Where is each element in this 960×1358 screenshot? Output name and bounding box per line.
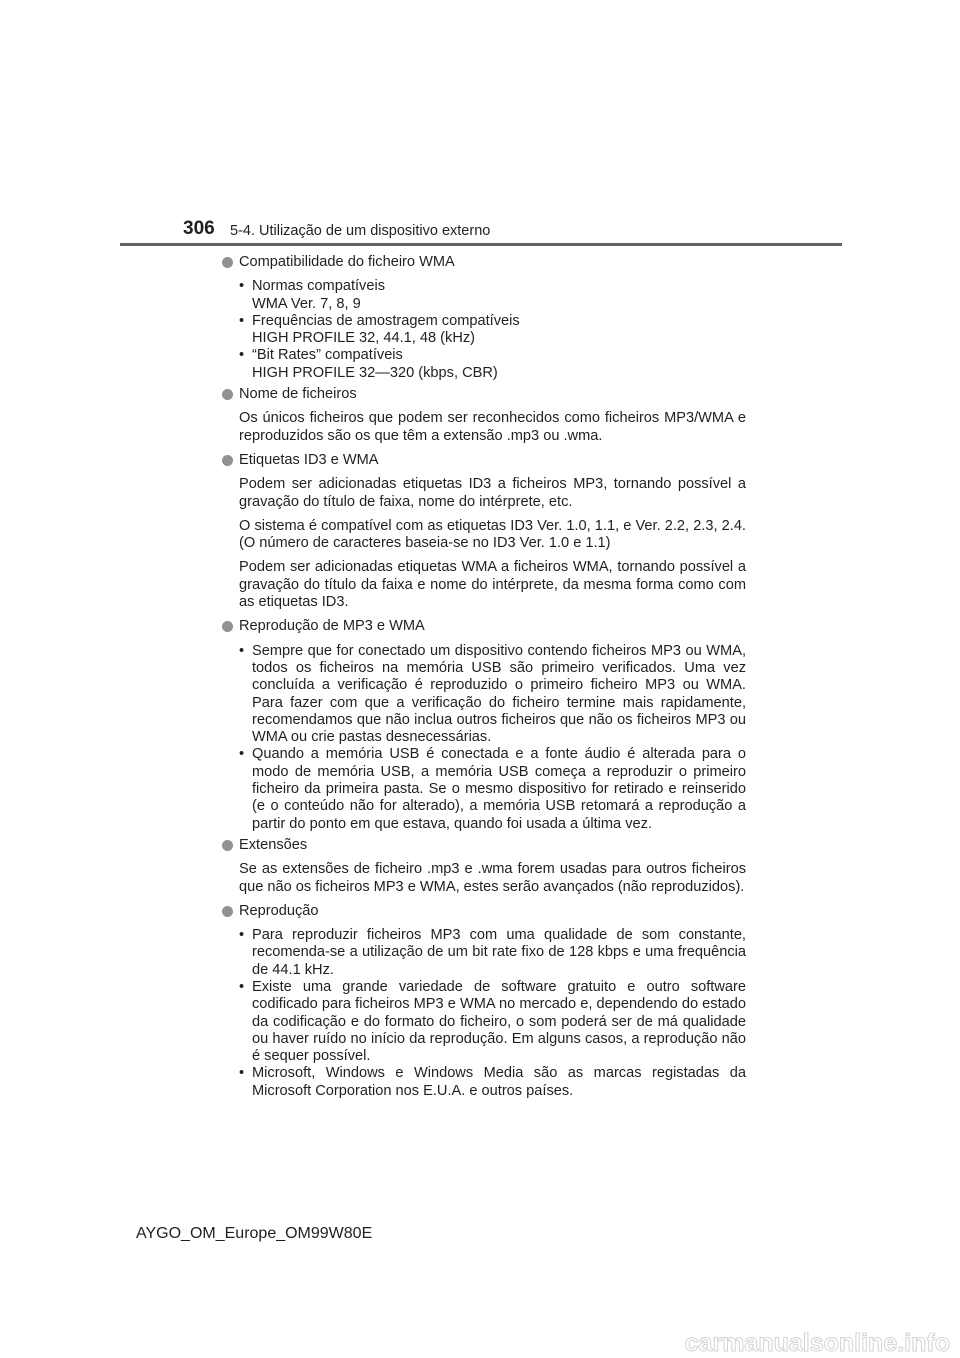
- paragraph: O sistema é compatível com as etiquetas ID3 Ver. 1.0, 1.1, e Ver. 2.2, 2.3, 2.4. (O número de caracteres baseia-se no ID3 Ver. 1.0 e 1.1): [239, 517, 746, 552]
- paragraph: Podem ser adicionadas etiquetas WMA a ficheiros WMA, tornando possível a gravação do título da faixa e nome do intérprete, da mesma forma como com as etiquetas ID3.: [239, 559, 746, 611]
- bullet-list: [222, 927, 746, 1100]
- list-item: • Sempre que for conectado um dispositivo contendo ficheiros MP3 ou WMA, todos os ficheiros na memória USB são primeiro verificados. Uma vez concluída a verificação é reproduzido o primeiro ficheiro MP3 ou WMA. Para fazer com que a verificação do ficheiro termine mais rapidamente, recomendamos que não inclua outros ficheiros que não os ficheiros MP3 ou WMA ou crie pastas desnecessárias.: [239, 642, 746, 746]
- bullet-list: [222, 643, 746, 833]
- paragraph: Os únicos ficheiros que podem ser reconhecidos como ficheiros MP3/WMA e reproduzidos são os que têm a extensão .mp3 ou .wma.: [239, 410, 746, 444]
- list-item: • Quando a memória USB é conectada e a fonte áudio é alterada para o modo de memória USB, a memória USB começa a reproduzir o primeiro ficheiro da primeira pasta. Se o mesmo dispositivo for retirado e reinserido (e o conteúdo não for alterado), a memória USB retomará a reprodução a partir do ponto em que estava, quando foi usada a última vez.: [239, 746, 746, 832]
- section-playback-mp3-wma: [222, 618, 746, 833]
- section-heading: Extensões: [222, 837, 746, 854]
- section-playback: [222, 903, 746, 1100]
- dot-bullet-icon: •: [239, 347, 245, 364]
- dot-bullet-icon: •: [239, 746, 245, 763]
- list-item: • Microsoft, Windows e Windows Media são as marcas registadas da Microsoft Corporation nos E.U.A. e outros países.: [239, 1065, 746, 1099]
- list-item: • Normas compatíveis WMA Ver. 7, 8, 9: [239, 278, 386, 312]
- dot-bullet-icon: •: [239, 278, 245, 295]
- list-item: • “Bit Rates” compatíveis HIGH PROFILE 32—320 (kbps, CBR): [239, 347, 498, 381]
- document-code: AYGO_OM_Europe_OM99W80E: [136, 1225, 373, 1242]
- section-file-names: [222, 386, 746, 445]
- dot-bullet-icon: •: [239, 312, 245, 329]
- section-heading: Compatibilidade do ficheiro WMA: [222, 254, 746, 271]
- section-heading: Etiquetas ID3 e WMA: [222, 452, 746, 469]
- spec-list: [222, 278, 746, 382]
- header-rule: [120, 243, 842, 246]
- paragraph: Podem ser adicionadas etiquetas ID3 a ficheiros MP3, tornando possível a gravação do título de faixa, nome do intérprete, etc.: [239, 476, 746, 510]
- list-item: • Frequências de amostragem compatíveis HIGH PROFILE 32, 44.1, 48 (kHz): [239, 312, 520, 347]
- page-content: [222, 254, 746, 1104]
- watermark-logo-icon: [0, 1330, 960, 1358]
- circle-bullet-icon: [222, 257, 233, 268]
- circle-bullet-icon: [222, 389, 233, 400]
- section-id3-tags: [222, 452, 746, 611]
- list-item: • Existe uma grande variedade de software gratuito e outro software codificado para ficheiros MP3 e WMA no mercado e, dependendo do estado da codificação e do formato do ficheiro, o som poderá ser de má qualidade ou haver ruído no início da reprodução. Em alguns casos, a reprodução não é sequer possível.: [239, 978, 746, 1065]
- paragraph: Se as extensões de ficheiro .mp3 e .wma forem usadas para outros ficheiros que não os ficheiros MP3 e WMA, estes serão avançados (não reproduzidos).: [239, 861, 746, 895]
- circle-bullet-icon: [222, 621, 233, 632]
- section-extensions: [222, 837, 746, 896]
- circle-bullet-icon: [222, 906, 233, 917]
- dot-bullet-icon: •: [239, 927, 245, 944]
- page-header: [0, 0, 960, 250]
- dot-bullet-icon: •: [239, 642, 245, 659]
- section-heading: Reprodução de MP3 e WMA: [222, 618, 746, 635]
- circle-bullet-icon: [222, 455, 233, 466]
- section-wma-compat: [222, 254, 746, 382]
- watermark: [0, 1330, 960, 1358]
- circle-bullet-icon: [222, 840, 233, 851]
- dot-bullet-icon: •: [239, 978, 245, 995]
- section-heading: Reprodução: [222, 903, 746, 920]
- list-item: • Para reproduzir ficheiros MP3 com uma qualidade de som constante, recomenda-se a utilização de um bit rate fixo de 128 kbps e uma frequência de 44.1 kHz.: [239, 927, 746, 978]
- section-title: 5-4. Utilização de um dispositivo externo: [230, 223, 491, 239]
- dot-bullet-icon: •: [239, 1065, 245, 1082]
- section-heading: Nome de ficheiros: [222, 386, 746, 403]
- watermark-text: carmanualsonline.info: [684, 1330, 950, 1357]
- page-number: 306: [183, 218, 215, 239]
